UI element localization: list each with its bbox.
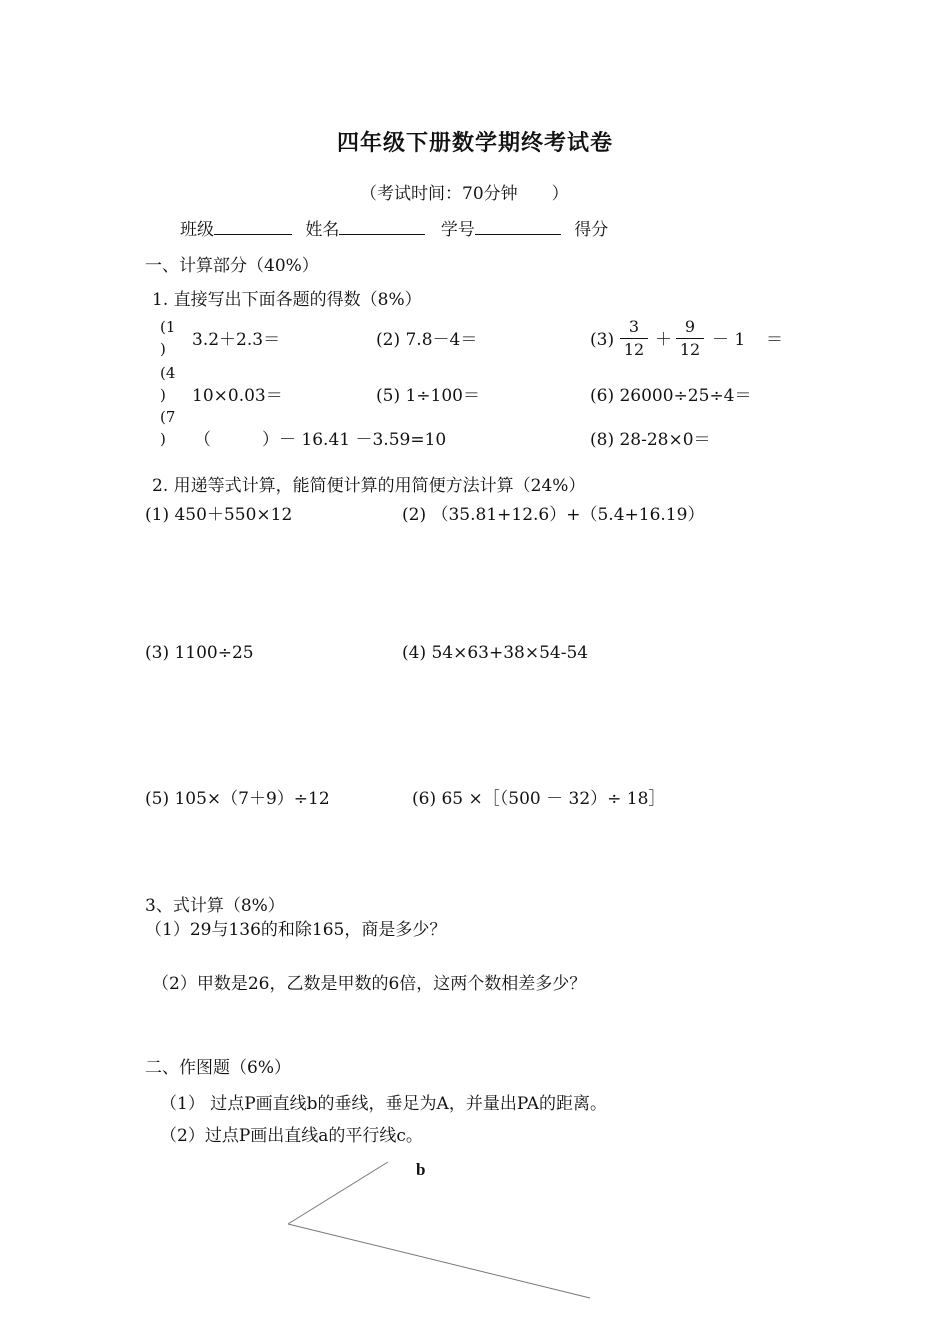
name-label: 姓名 bbox=[305, 220, 340, 240]
q1-item3-minus: － 1 bbox=[712, 330, 746, 350]
line-b-label: b bbox=[416, 1160, 426, 1179]
q1-item3-equals: ＝ bbox=[766, 330, 783, 350]
q2-problem6: (6) 65 ×［（500 － 32）÷ 18］ bbox=[412, 789, 666, 809]
section2-problem2: （2）过点P画出直线a的平行线c。 bbox=[160, 1126, 423, 1146]
q1-item7-label-bottom: ) bbox=[160, 430, 166, 448]
q1-item1-label-bottom: ) bbox=[160, 340, 166, 358]
q1-item4-expr: 10×0.03＝ bbox=[192, 386, 283, 406]
q1-item1-expr: 3.2＋2.3＝ bbox=[192, 330, 281, 350]
page-title: 四年级下册数学期终考试卷 bbox=[336, 130, 613, 156]
exam-time: （考试时间：70分钟 ） bbox=[360, 184, 569, 204]
q3-problem1: （1）29与136的和除165，商是多少？ bbox=[145, 920, 447, 940]
q3-heading: 3、式计算（8%） bbox=[145, 896, 285, 916]
section1-heading: 一、计算部分（40%） bbox=[145, 256, 319, 276]
q1-item1-label-top: (1 bbox=[160, 318, 176, 336]
q1-item7-expr: （ ）－ 16.41 －3.59=10 bbox=[194, 430, 447, 450]
fraction2-denominator: 12 bbox=[679, 340, 701, 359]
q1-item7-label-top: (7 bbox=[160, 408, 176, 426]
class-label: 班级 bbox=[180, 220, 214, 240]
q1-item3-plus: ＋ bbox=[655, 330, 672, 350]
q2-problem3: (3) 1100÷25 bbox=[145, 643, 254, 663]
q2-heading: 2. 用递等式计算，能简便计算的用简便方法计算（24%） bbox=[152, 476, 586, 496]
fraction1-denominator: 12 bbox=[623, 340, 645, 359]
q2-problem5: (5) 105×（7＋9）÷12 bbox=[145, 789, 330, 809]
q2-problem4: (4) 54×63+38×54-54 bbox=[402, 643, 589, 663]
q1-item4-label-top: (4 bbox=[160, 364, 176, 382]
q3-problem2: （2）甲数是26，乙数是甲数的6倍，这两个数相差多少？ bbox=[152, 974, 587, 994]
line-a bbox=[288, 1224, 590, 1298]
q1-item3-label: (3) bbox=[590, 330, 615, 350]
id-label: 学号 bbox=[440, 220, 475, 240]
q2-problem1: (1) 450＋550×12 bbox=[145, 505, 293, 525]
section2-heading: 二、作图题（6%） bbox=[145, 1058, 291, 1078]
fraction1-numerator: 3 bbox=[628, 317, 640, 336]
q1-heading: 1. 直接写出下面各题的得数（8%） bbox=[152, 290, 422, 310]
q1-item6: (6) 26000÷25÷4＝ bbox=[590, 386, 752, 406]
q1-item5: (5) 1÷100＝ bbox=[376, 386, 480, 406]
fraction2-numerator: 9 bbox=[684, 317, 696, 336]
score-label: 得分 bbox=[574, 220, 609, 240]
q1-item2: (2) 7.8－4＝ bbox=[376, 330, 478, 350]
q1-item8: (8) 28-28×0＝ bbox=[590, 430, 711, 450]
q2-problem2: (2) （35.81+12.6）+（5.4+16.19） bbox=[402, 505, 705, 525]
line-b bbox=[288, 1162, 388, 1224]
q1-item4-label-bottom: ) bbox=[160, 386, 166, 404]
section2-problem1: （1） 过点P画直线b的垂线，垂足为A，并量出PA的距离。 bbox=[160, 1094, 607, 1114]
